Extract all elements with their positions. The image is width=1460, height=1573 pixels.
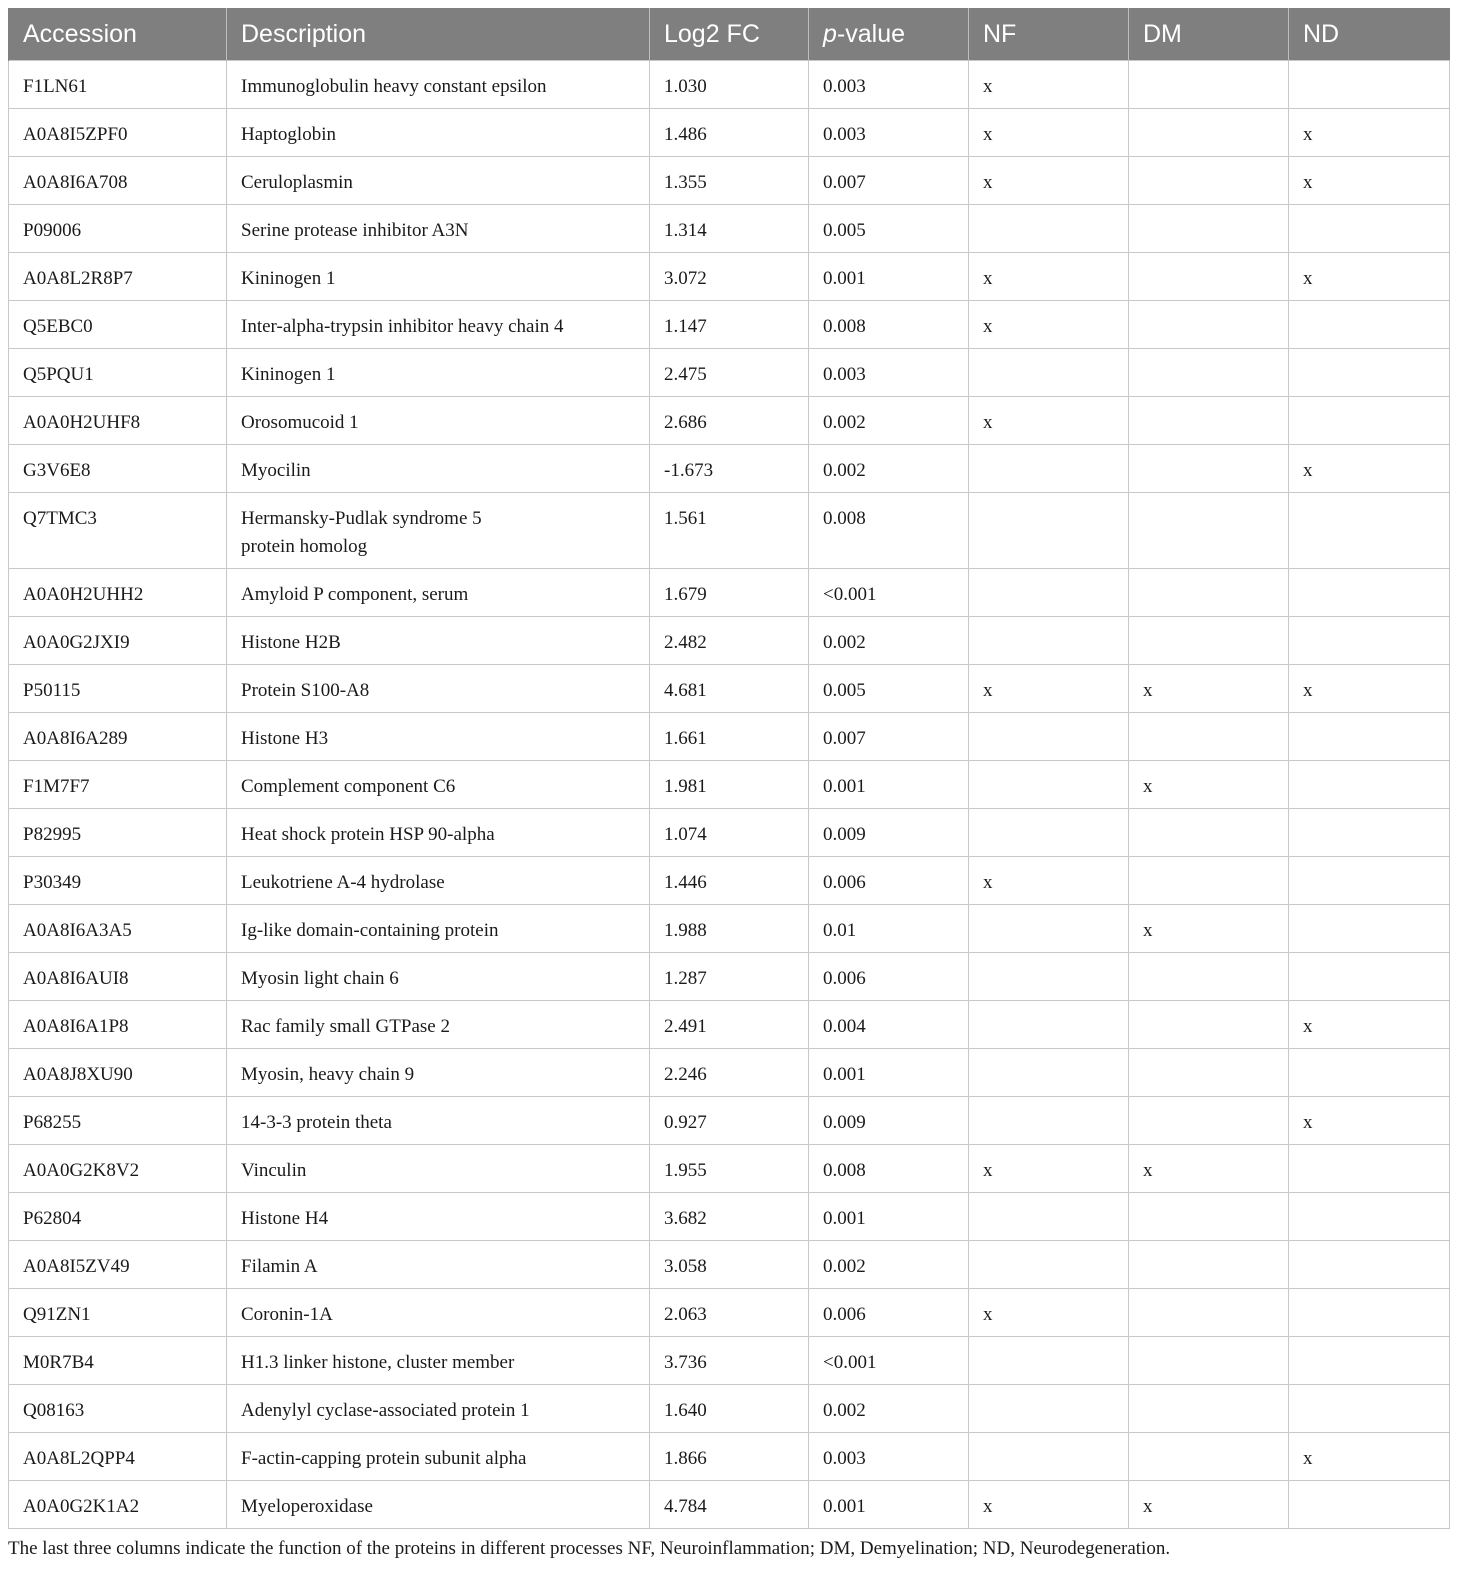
cell-description: Protein S100-A8 — [227, 665, 650, 713]
cell-nd — [1289, 205, 1450, 253]
cell-nf — [969, 617, 1129, 665]
cell-log2fc: 4.784 — [650, 1481, 809, 1529]
cell-pvalue: 0.003 — [809, 1433, 969, 1481]
cell-description: Amyloid P component, serum — [227, 569, 650, 617]
table-row — [9, 157, 1450, 205]
table-row — [9, 1481, 1450, 1529]
cell-description: Kininogen 1 — [227, 253, 650, 301]
cell-pvalue: 0.002 — [809, 445, 969, 493]
cell-nd: x — [1289, 1001, 1450, 1049]
cell-description-line: protein homolog — [241, 536, 368, 557]
cell-dm — [1129, 857, 1289, 905]
cell-log2fc: 2.475 — [650, 349, 809, 397]
table-row — [9, 1049, 1450, 1097]
table-row — [9, 205, 1450, 253]
cell-pvalue: 0.01 — [809, 905, 969, 953]
table-row — [9, 1433, 1450, 1481]
header-log2fc: Log2 FC — [650, 8, 809, 61]
header-nd: ND — [1289, 8, 1450, 61]
cell-description: F-actin-capping protein subunit alpha — [227, 1433, 650, 1481]
cell-description: Complement component C6 — [227, 761, 650, 809]
cell-accession: G3V6E8 — [9, 445, 227, 493]
cell-nf: x — [969, 157, 1129, 205]
cell-nd — [1289, 953, 1450, 1001]
cell-nf — [969, 713, 1129, 761]
table-row — [9, 397, 1450, 445]
cell-nf — [969, 953, 1129, 1001]
cell-dm — [1129, 61, 1289, 109]
cell-nf — [969, 1001, 1129, 1049]
cell-dm — [1129, 1433, 1289, 1481]
cell-dm — [1129, 1289, 1289, 1337]
cell-accession: Q5EBC0 — [9, 301, 227, 349]
cell-nd: x — [1289, 253, 1450, 301]
cell-nd: x — [1289, 665, 1450, 713]
cell-dm — [1129, 1193, 1289, 1241]
cell-dm — [1129, 109, 1289, 157]
cell-dm — [1129, 253, 1289, 301]
cell-nf: x — [969, 397, 1129, 445]
cell-log2fc: 0.927 — [650, 1097, 809, 1145]
cell-log2fc: 2.482 — [650, 617, 809, 665]
cell-pvalue: 0.003 — [809, 61, 969, 109]
cell-description: H1.3 linker histone, cluster member — [227, 1337, 650, 1385]
cell-pvalue: 0.002 — [809, 617, 969, 665]
cell-dm: x — [1129, 665, 1289, 713]
cell-log2fc: -1.673 — [650, 445, 809, 493]
cell-nd: x — [1289, 445, 1450, 493]
cell-accession: Q91ZN1 — [9, 1289, 227, 1337]
cell-accession: P68255 — [9, 1097, 227, 1145]
cell-nf — [969, 1241, 1129, 1289]
cell-dm — [1129, 1097, 1289, 1145]
table-body — [9, 61, 1450, 1529]
cell-nd — [1289, 1289, 1450, 1337]
cell-nd: x — [1289, 157, 1450, 205]
table-row — [9, 1385, 1450, 1433]
cell-nf: x — [969, 301, 1129, 349]
table-row — [9, 665, 1450, 713]
cell-accession: A0A8I6AUI8 — [9, 953, 227, 1001]
cell-accession: A0A8L2R8P7 — [9, 253, 227, 301]
cell-description: Vinculin — [227, 1145, 650, 1193]
cell-nf — [969, 1337, 1129, 1385]
cell-description: Heat shock protein HSP 90-alpha — [227, 809, 650, 857]
cell-nf — [969, 349, 1129, 397]
cell-log2fc: 2.686 — [650, 397, 809, 445]
cell-nf — [969, 569, 1129, 617]
table-footnote: The last three columns indicate the function of the proteins in different processes NF, Neuroinflammation; DM, Demyelination; ND, Neurodegeneration. — [8, 1538, 1171, 1559]
cell-dm — [1129, 809, 1289, 857]
cell-nf — [969, 905, 1129, 953]
cell-accession: A0A8I5ZV49 — [9, 1241, 227, 1289]
cell-log2fc: 1.640 — [650, 1385, 809, 1433]
cell-nd — [1289, 905, 1450, 953]
cell-description: Myeloperoxidase — [227, 1481, 650, 1529]
cell-log2fc: 1.955 — [650, 1145, 809, 1193]
table-row — [9, 1193, 1450, 1241]
cell-nd — [1289, 809, 1450, 857]
cell-accession: A0A0G2K8V2 — [9, 1145, 227, 1193]
cell-pvalue: 0.006 — [809, 953, 969, 1001]
cell-accession: P30349 — [9, 857, 227, 905]
table-row — [9, 445, 1450, 493]
cell-pvalue: 0.008 — [809, 301, 969, 349]
cell-nf: x — [969, 1481, 1129, 1529]
cell-accession: A0A8I6A3A5 — [9, 905, 227, 953]
cell-nd — [1289, 1241, 1450, 1289]
table-row — [9, 253, 1450, 301]
cell-log2fc: 1.147 — [650, 301, 809, 349]
cell-dm — [1129, 953, 1289, 1001]
cell-nd — [1289, 1385, 1450, 1433]
header-nf: NF — [969, 8, 1129, 61]
cell-log2fc: 1.561 — [650, 493, 809, 569]
cell-nf — [969, 809, 1129, 857]
cell-dm — [1129, 1001, 1289, 1049]
cell-dm — [1129, 157, 1289, 205]
cell-nd: x — [1289, 1433, 1450, 1481]
cell-dm: x — [1129, 1145, 1289, 1193]
cell-pvalue: 0.004 — [809, 1001, 969, 1049]
cell-pvalue: 0.002 — [809, 397, 969, 445]
table-row — [9, 857, 1450, 905]
cell-log2fc: 1.988 — [650, 905, 809, 953]
cell-description: Myosin, heavy chain 9 — [227, 1049, 650, 1097]
cell-accession: P62804 — [9, 1193, 227, 1241]
table-row — [9, 1001, 1450, 1049]
cell-log2fc: 1.486 — [650, 109, 809, 157]
cell-nf: x — [969, 857, 1129, 905]
cell-nf — [969, 1193, 1129, 1241]
table-row — [9, 905, 1450, 953]
cell-accession: A0A8I6A708 — [9, 157, 227, 205]
cell-description: Filamin A — [227, 1241, 650, 1289]
cell-description: Adenylyl cyclase-associated protein 1 — [227, 1385, 650, 1433]
cell-description: Kininogen 1 — [227, 349, 650, 397]
cell-dm: x — [1129, 905, 1289, 953]
table-row — [9, 349, 1450, 397]
cell-dm — [1129, 1049, 1289, 1097]
cell-log2fc: 2.246 — [650, 1049, 809, 1097]
cell-pvalue: 0.001 — [809, 761, 969, 809]
cell-accession: M0R7B4 — [9, 1337, 227, 1385]
cell-description — [227, 493, 650, 569]
table-row — [9, 713, 1450, 761]
cell-description: Myocilin — [227, 445, 650, 493]
cell-description: Histone H4 — [227, 1193, 650, 1241]
cell-description: 14-3-3 protein theta — [227, 1097, 650, 1145]
cell-pvalue: 0.003 — [809, 349, 969, 397]
cell-log2fc: 3.058 — [650, 1241, 809, 1289]
cell-log2fc: 2.063 — [650, 1289, 809, 1337]
cell-accession: A0A8L2QPP4 — [9, 1433, 227, 1481]
cell-nd — [1289, 1481, 1450, 1529]
cell-pvalue: <0.001 — [809, 1337, 969, 1385]
cell-description: Ceruloplasmin — [227, 157, 650, 205]
cell-accession: F1M7F7 — [9, 761, 227, 809]
cell-nd — [1289, 301, 1450, 349]
cell-dm — [1129, 349, 1289, 397]
cell-nf — [969, 493, 1129, 569]
cell-description: Myosin light chain 6 — [227, 953, 650, 1001]
header-description: Description — [227, 8, 650, 61]
cell-nd — [1289, 1049, 1450, 1097]
cell-dm — [1129, 713, 1289, 761]
table-header-row — [9, 8, 1450, 61]
cell-nf — [969, 1097, 1129, 1145]
cell-dm — [1129, 445, 1289, 493]
cell-log2fc: 1.074 — [650, 809, 809, 857]
cell-pvalue: 0.001 — [809, 1049, 969, 1097]
cell-description: Inter-alpha-trypsin inhibitor heavy chain 4 — [227, 301, 650, 349]
table-row — [9, 1145, 1450, 1193]
cell-description: Ig-like domain-containing protein — [227, 905, 650, 953]
cell-log2fc: 1.287 — [650, 953, 809, 1001]
cell-dm — [1129, 301, 1289, 349]
cell-nf — [969, 761, 1129, 809]
table-row — [9, 809, 1450, 857]
cell-pvalue: 0.006 — [809, 1289, 969, 1337]
cell-nf: x — [969, 109, 1129, 157]
cell-nd: x — [1289, 109, 1450, 157]
cell-nf: x — [969, 61, 1129, 109]
cell-dm — [1129, 1241, 1289, 1289]
cell-pvalue: 0.002 — [809, 1385, 969, 1433]
cell-dm: x — [1129, 1481, 1289, 1529]
cell-nd — [1289, 397, 1450, 445]
table-row — [9, 569, 1450, 617]
cell-nf — [969, 1049, 1129, 1097]
cell-nf — [969, 1433, 1129, 1481]
cell-description: Immunoglobulin heavy constant epsilon — [227, 61, 650, 109]
cell-log2fc: 2.491 — [650, 1001, 809, 1049]
cell-nd — [1289, 857, 1450, 905]
cell-dm: x — [1129, 761, 1289, 809]
cell-log2fc: 1.030 — [650, 61, 809, 109]
cell-dm — [1129, 397, 1289, 445]
table-row — [9, 109, 1450, 157]
cell-dm — [1129, 1337, 1289, 1385]
cell-accession: A0A0G2K1A2 — [9, 1481, 227, 1529]
cell-accession: F1LN61 — [9, 61, 227, 109]
cell-pvalue: 0.005 — [809, 205, 969, 253]
cell-nf — [969, 205, 1129, 253]
cell-nf: x — [969, 253, 1129, 301]
table-row — [9, 301, 1450, 349]
cell-log2fc: 1.679 — [650, 569, 809, 617]
protein-table — [8, 8, 1450, 1529]
cell-accession: A0A0G2JXI9 — [9, 617, 227, 665]
cell-log2fc: 1.446 — [650, 857, 809, 905]
cell-accession: P82995 — [9, 809, 227, 857]
cell-log2fc: 1.314 — [650, 205, 809, 253]
cell-nd — [1289, 349, 1450, 397]
cell-description: Serine protease inhibitor A3N — [227, 205, 650, 253]
cell-accession: A0A8I6A1P8 — [9, 1001, 227, 1049]
cell-nf — [969, 445, 1129, 493]
cell-pvalue: 0.007 — [809, 157, 969, 205]
header-accession: Accession — [9, 8, 227, 61]
cell-nf: x — [969, 1289, 1129, 1337]
cell-nd — [1289, 1145, 1450, 1193]
header-dm: DM — [1129, 8, 1289, 61]
cell-log2fc: 1.981 — [650, 761, 809, 809]
cell-nd — [1289, 61, 1450, 109]
cell-nd — [1289, 761, 1450, 809]
cell-log2fc: 1.661 — [650, 713, 809, 761]
cell-dm — [1129, 205, 1289, 253]
cell-nf: x — [969, 665, 1129, 713]
cell-dm — [1129, 569, 1289, 617]
cell-pvalue: 0.007 — [809, 713, 969, 761]
cell-nd — [1289, 1337, 1450, 1385]
cell-pvalue: 0.005 — [809, 665, 969, 713]
cell-accession: A0A0H2UHH2 — [9, 569, 227, 617]
table-row — [9, 617, 1450, 665]
header-pvalue-rest: -value — [836, 19, 905, 48]
table-row — [9, 1337, 1450, 1385]
cell-nd — [1289, 617, 1450, 665]
cell-pvalue: <0.001 — [809, 569, 969, 617]
cell-pvalue: 0.009 — [809, 1097, 969, 1145]
cell-log2fc: 3.682 — [650, 1193, 809, 1241]
cell-dm — [1129, 493, 1289, 569]
cell-description: Leukotriene A-4 hydrolase — [227, 857, 650, 905]
table-row — [9, 493, 1450, 569]
cell-log2fc: 3.072 — [650, 253, 809, 301]
header-pvalue — [809, 8, 969, 61]
cell-nd — [1289, 713, 1450, 761]
cell-pvalue: 0.001 — [809, 1481, 969, 1529]
cell-log2fc: 4.681 — [650, 665, 809, 713]
cell-description: Histone H2B — [227, 617, 650, 665]
cell-pvalue: 0.006 — [809, 857, 969, 905]
cell-log2fc: 1.355 — [650, 157, 809, 205]
cell-pvalue: 0.003 — [809, 109, 969, 157]
cell-pvalue: 0.008 — [809, 1145, 969, 1193]
cell-dm — [1129, 617, 1289, 665]
cell-pvalue: 0.008 — [809, 493, 969, 569]
cell-description: Orosomucoid 1 — [227, 397, 650, 445]
table-row — [9, 1241, 1450, 1289]
cell-description-line: Hermansky-Pudlak syndrome 5 — [241, 508, 482, 529]
cell-accession: A0A8I5ZPF0 — [9, 109, 227, 157]
cell-accession: A0A8I6A289 — [9, 713, 227, 761]
header-pvalue-italic: p — [823, 19, 837, 48]
table-row — [9, 1097, 1450, 1145]
cell-pvalue: 0.001 — [809, 1193, 969, 1241]
cell-accession: Q08163 — [9, 1385, 227, 1433]
cell-nd — [1289, 569, 1450, 617]
table-row — [9, 61, 1450, 109]
cell-nf — [969, 1385, 1129, 1433]
cell-log2fc: 3.736 — [650, 1337, 809, 1385]
cell-accession: A0A0H2UHF8 — [9, 397, 227, 445]
protein-table-container — [8, 8, 1449, 1529]
cell-description: Coronin-1A — [227, 1289, 650, 1337]
cell-description: Histone H3 — [227, 713, 650, 761]
cell-nf: x — [969, 1145, 1129, 1193]
cell-pvalue: 0.002 — [809, 1241, 969, 1289]
cell-accession: Q5PQU1 — [9, 349, 227, 397]
cell-description: Haptoglobin — [227, 109, 650, 157]
cell-accession: P50115 — [9, 665, 227, 713]
table-row — [9, 1289, 1450, 1337]
cell-pvalue: 0.001 — [809, 253, 969, 301]
cell-dm — [1129, 1385, 1289, 1433]
cell-nd: x — [1289, 1097, 1450, 1145]
cell-accession: Q7TMC3 — [9, 493, 227, 569]
cell-pvalue: 0.009 — [809, 809, 969, 857]
cell-accession: A0A8J8XU90 — [9, 1049, 227, 1097]
table-row — [9, 953, 1450, 1001]
cell-log2fc: 1.866 — [650, 1433, 809, 1481]
cell-accession: P09006 — [9, 205, 227, 253]
cell-description: Rac family small GTPase 2 — [227, 1001, 650, 1049]
cell-nd — [1289, 1193, 1450, 1241]
table-row — [9, 761, 1450, 809]
cell-nd — [1289, 493, 1450, 569]
